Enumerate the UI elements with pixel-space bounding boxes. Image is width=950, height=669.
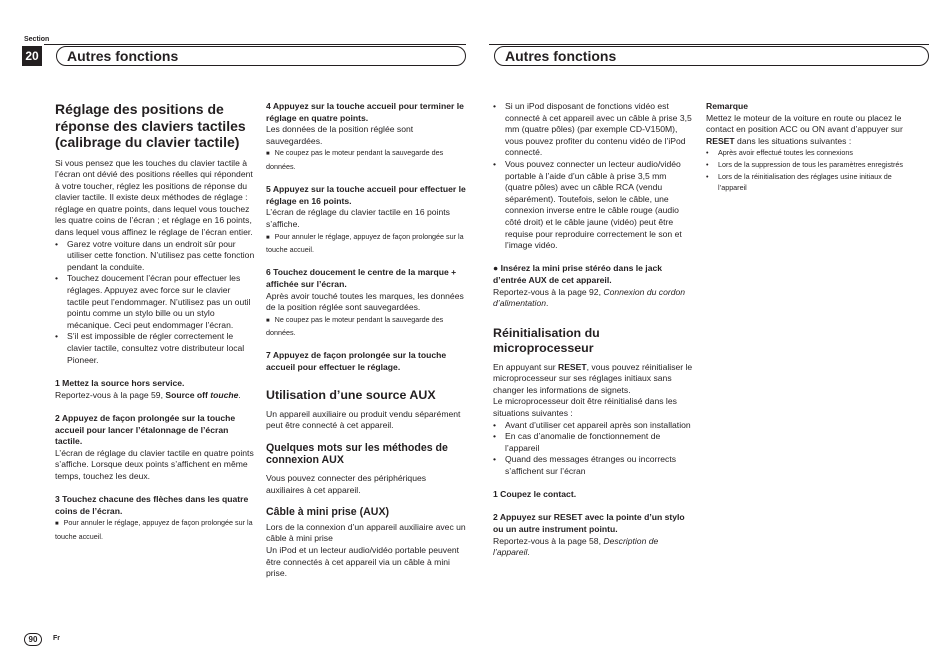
right-page-title: Autres fonctions [494, 46, 929, 66]
step-1-text: Reportez-vous à la page 59, Source off touche. [55, 389, 241, 400]
insert-step-title: ● Insérez la mini prise stéréo dans le jack d’entrée AUX de cet appareil. [493, 263, 663, 285]
page-number: 90 [24, 633, 42, 646]
square-bullet-icon: ■ [55, 521, 59, 528]
step-4-text: Les données de la position réglée sont sauvegardées. [266, 124, 414, 146]
list-item: • Vous pouvez connecter un lecteur audio/vidéo portable à l’aide d’un câble à prise 3,5 mm (quatre pôles) avec un câble RCA (vendu séparément). Toutefois, selon le câble, une connexion inverse entre le câble rouge (audio côté droit) et le câble jaune (vidéo) peut être requise pour reproduire correctement le son et l’image vidéo. [493, 159, 693, 252]
reset-bullets [493, 420, 693, 478]
column-4 [706, 101, 906, 194]
calibration-bullets [55, 239, 255, 367]
step-4-title: 4 Appuyez sur la touche accueil pour terminer le réglage en quatre points. [266, 101, 464, 123]
header-rule-right [489, 44, 929, 45]
step-5-title: 5 Appuyez sur la touche accueil pour effectuer le réglage en 16 points. [266, 184, 466, 206]
square-bullet-icon: ■ [266, 317, 270, 324]
reset-text-2: Le microprocesseur doit être réinitialisé dans les situations suivantes : [493, 396, 677, 419]
step-4-note: ■ Ne coupez pas le moteur pendant la sauvegarde des données. [266, 148, 444, 171]
cable-text: Lors de la connexion d’un appareil auxiliaire avec un câble à mini prise Un iPod et un lecteur audio/vidéo portable peuvent être connectés à cet appareil via un câble à mini prise. [266, 521, 466, 579]
column-2 [266, 101, 466, 580]
section-label: Section [24, 36, 50, 43]
list-item: • Si un iPod disposant de fonctions vidéo est connecté à cet appareil avec un câble à prise 3,5 mm (quatre pôles) (par exemple CD-V150M), vous pouvez profiter du contenu vidéo de l’iPod connecté. [493, 101, 693, 159]
list-item: • Quand des messages étranges ou incorrects s’affichent sur l’écran [493, 454, 693, 477]
reset-heading: Réinitialisation du microprocesseur [493, 325, 600, 355]
left-page-title: Autres fonctions [56, 46, 466, 66]
aux-heading: Utilisation d’une source AUX [266, 387, 436, 402]
aux-text: Un appareil auxiliaire ou produit vendu séparément peut être connecté à cet appareil. [266, 408, 461, 431]
list-item: • S’il est impossible de régler correctement le clavier tactile, consultez votre distributeur local Pioneer. [55, 331, 255, 366]
step-3-title: 3 Touchez chacune des flèches dans les quatre coins de l’écran. [55, 494, 249, 516]
reset-step-1-title: 1 Coupez le contact. [493, 489, 577, 500]
column-3 [493, 101, 693, 559]
reset-step-2-text: Reportez-vous à la page 58, Description de l’appareil. [493, 535, 659, 558]
list-item: • En cas d’anomalie de fonctionnement de l’appareil [493, 431, 693, 454]
ipod-bullets [493, 101, 693, 252]
methods-text: Vous pouvez connecter des périphériques auxiliaires à cet appareil. [266, 473, 427, 495]
insert-step-text: Reportez-vous à la page 92, Connexion du cordon d’alimentation. [493, 286, 686, 309]
square-bullet-icon: ■ [266, 234, 270, 241]
remark-title: Remarque [706, 101, 749, 111]
methods-heading: Quelques mots sur les méthodes de connexion AUX [266, 441, 448, 467]
remark-text: Mettez le moteur de la voiture en route ou placez le contact en position ACC ou ON avant d’appuyer sur RESET dans les situations suivantes : [706, 112, 903, 146]
step-1-title: 1 Mettez la source hors service. [55, 378, 185, 389]
list-item: • Lors de la réinitialisation des réglages usine initiaux de l’appareil [706, 171, 906, 194]
column-1 [55, 101, 255, 543]
remark-bullets [706, 147, 906, 193]
step-6-title: 6 Touchez doucement le centre de la marque + affichée sur l’écran. [266, 267, 457, 289]
list-item: • Touchez doucement l’écran pour effectuer les réglages. Appuyez avec force sur le clavier tactile peut l’endommager. N’utilisez pas un outil pointu comme un stylo bille ou un stylo mécanique. Ceci peut endommager l’écran. [55, 273, 255, 331]
calibration-heading: Réglage des positions de réponse des claviers tactiles (calibrage du clavier tactile) [55, 101, 246, 150]
step-7-title: 7 Appuyez de façon prolongée sur la touche accueil pour effectuer le réglage. [266, 350, 447, 373]
language-label: Fr [53, 635, 60, 642]
step-3-note: ■ Pour annuler le réglage, appuyez de façon prolongée sur la touche accueil. [55, 518, 253, 541]
calibration-intro: Si vous pensez que les touches du clavier tactile à l’écran ont dévié des positions réelles qui répondent à votre toucher, réglez les positions de réponse du clavier tactile. Il existe deux méthodes de réglage : réglage en quatre points, dans lequel vous touchez les quatre coins de l’écran ; et réglage en 16 points, dans lequel vous affinez le réglage de l’écran entier. [55, 157, 253, 238]
list-item: • Après avoir effectué toutes les connexions [706, 147, 906, 159]
reset-step-2-title: 2 Appuyez sur RESET avec la pointe d’un stylo ou un autre instrument pointu. [493, 512, 685, 534]
list-item: • Lors de la suppression de tous les paramètres enregistrés [706, 159, 906, 171]
step-6-note: ■ Ne coupez pas le moteur pendant la sauvegarde des données. [266, 314, 444, 338]
list-item: • Avant d’utiliser cet appareil après son installation [493, 420, 693, 432]
cable-heading: Câble à mini prise (AUX) [266, 506, 390, 519]
step-5-text: L’écran de réglage du clavier tactile en 16 points s’affiche. [266, 207, 450, 229]
step-2-text: L’écran de réglage du clavier tactile en quatre points s’affiche. Lorsque deux points s’affichent en même temps, touchez les deux. [55, 447, 254, 481]
section-number: 20 [22, 46, 42, 66]
step-5-note: ■ Pour annuler le réglage, appuyez de façon prolongée sur la touche accueil. [266, 231, 464, 255]
step-6-text: Après avoir touché toutes les marques, les données de la position réglée sont sauvegardées. [266, 290, 464, 313]
reset-text: En appuyant sur RESET, vous pouvez réinitialiser le microprocesseur sur ses réglages initiaux sans changer les informations de signets. [493, 361, 693, 395]
header-rule-left [44, 44, 466, 45]
square-bullet-icon: ■ [266, 151, 270, 158]
step-2-title: 2 Appuyez de façon prolongée sur la touche accueil pour lancer l’étalonnage de l’écran tactile. [55, 412, 236, 447]
list-item: • Garez votre voiture dans un endroit sûr pour utiliser cette fonction. N’utilisez pas cette fonction pendant la conduite. [55, 239, 255, 274]
